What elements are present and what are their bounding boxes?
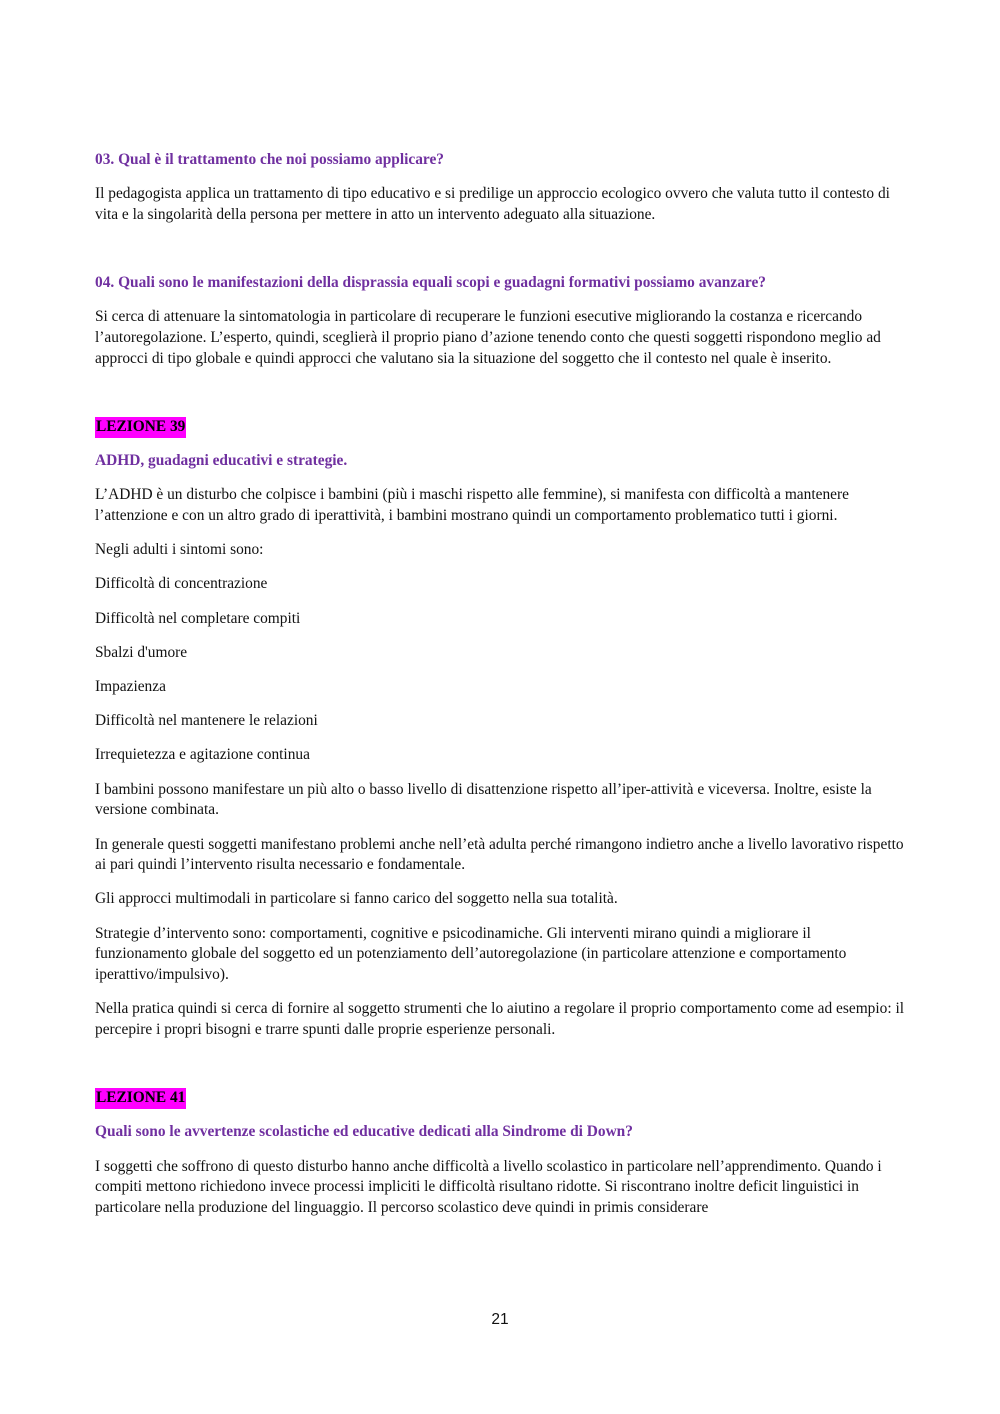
question-04-title: 04. Quali sono le manifestazioni della disprassia equali scopi e guadagni formativi possiamo avanzare?	[95, 274, 766, 292]
document-page	[95, 150, 907, 1232]
symptoms-intro: Negli adulti i sintomi sono:	[95, 541, 264, 559]
lesson-41-heading	[95, 1088, 907, 1109]
lesson-39-paragraph: Nella pratica quindi si cerca di fornire al soggetto strumenti che lo aiutino a regolare il proprio comportamento come ad esempio: il percepire i propri bisogni e trarre spunti dalle proprie esperienze personali.	[95, 1000, 905, 1038]
lesson-39-label: LEZIONE 39	[95, 417, 186, 438]
spacer	[95, 239, 907, 273]
symptom-item: Difficoltà nel completare compiti	[95, 609, 301, 627]
symptom-item: Impazienza	[95, 678, 166, 696]
spacer	[95, 1054, 907, 1088]
question-03-title: 03. Qual è il trattamento che noi possiamo applicare?	[95, 151, 444, 168]
spacer	[95, 383, 907, 417]
lesson-39-paragraph: I bambini possono manifestare un più alto o basso livello di disattenzione rispetto all’iper-attività e viceversa. Inoltre, esiste la versione combinata.	[95, 780, 872, 819]
symptom-item: Difficoltà di concentrazione	[95, 575, 268, 593]
lesson-39-intro: L’ADHD è un disturbo che colpisce i bambini (più i maschi rispetto alle femmine), si manifesta con difficoltà a mantenere l’attenzione e con un altro grado di iperattività, i bambini mostrano quindi un comportamento problematico tutti i giorni.	[95, 486, 849, 525]
question-03-answer: Il pedagogista applica un trattamento di tipo educativo e si predilige un approccio ecologico ovvero che valuta tutto il contesto di vita e la singolarità della persona per mettere in atto un intervento adeguato alla situazione.	[95, 185, 890, 223]
symptom-item: Sbalzi d'umore	[95, 643, 188, 661]
question-04-answer: Si cerca di attenuare la sintomatologia in particolare di recuperare le funzioni esecutive migliorando la costanza e ricercando l’autoregolazione. L’esperto, quindi, sceglierà il proprio piano d’azione tenendo conto che questi soggetti rispondono meglio ad approcci di tipo globale e quindi approcci che valutano sia la situazione del soggetto che il contesto nel quale è inserito.	[95, 308, 881, 367]
lesson-39-heading	[95, 417, 907, 438]
lesson-39-paragraph: Strategie d’intervento sono: comportamenti, cognitive e psicodinamiche. Gli interventi mirano quindi a migliorare il funzionamento globale del soggetto ed un potenziamento dell’autoregolazione (in particolare attenzione e comportamento iperattivo/impulsivo).	[95, 924, 847, 984]
symptom-item: Irrequietezza e agitazione continua	[95, 746, 310, 764]
lesson-41-title: Quali sono le avvertenze scolastiche ed educative dedicati alla Sindrome di Down?	[95, 1123, 633, 1141]
lesson-41-paragraph: I soggetti che soffrono di questo disturbo hanno anche difficoltà a livello scolastico in particolare nell’apprendimento. Quando i compiti mettono richiedono invece processi impliciti le difficoltà risultano ridotte. Si riscontrano inoltre deficit linguistici in particolare nella produzione del linguaggio. Il percorso scolastico deve quindi in primis considerare	[95, 1157, 882, 1216]
lesson-39-paragraph: Gli approcci multimodali in particolare si fanno carico del soggetto nella sua totalità.	[95, 890, 618, 908]
lesson-41-label: LEZIONE 41	[95, 1088, 186, 1109]
symptom-item: Difficoltà nel mantenere le relazioni	[95, 712, 318, 730]
page-number: 21	[491, 1311, 509, 1328]
lesson-39-title: ADHD, guadagni educativi e strategie.	[95, 452, 348, 470]
lesson-39-paragraph: In generale questi soggetti manifestano problemi anche nell’età adulta perché rimangono indietro anche a livello lavorativo rispetto ai pari quindi l’intervento risulta necessario e fondamentale.	[95, 835, 904, 874]
